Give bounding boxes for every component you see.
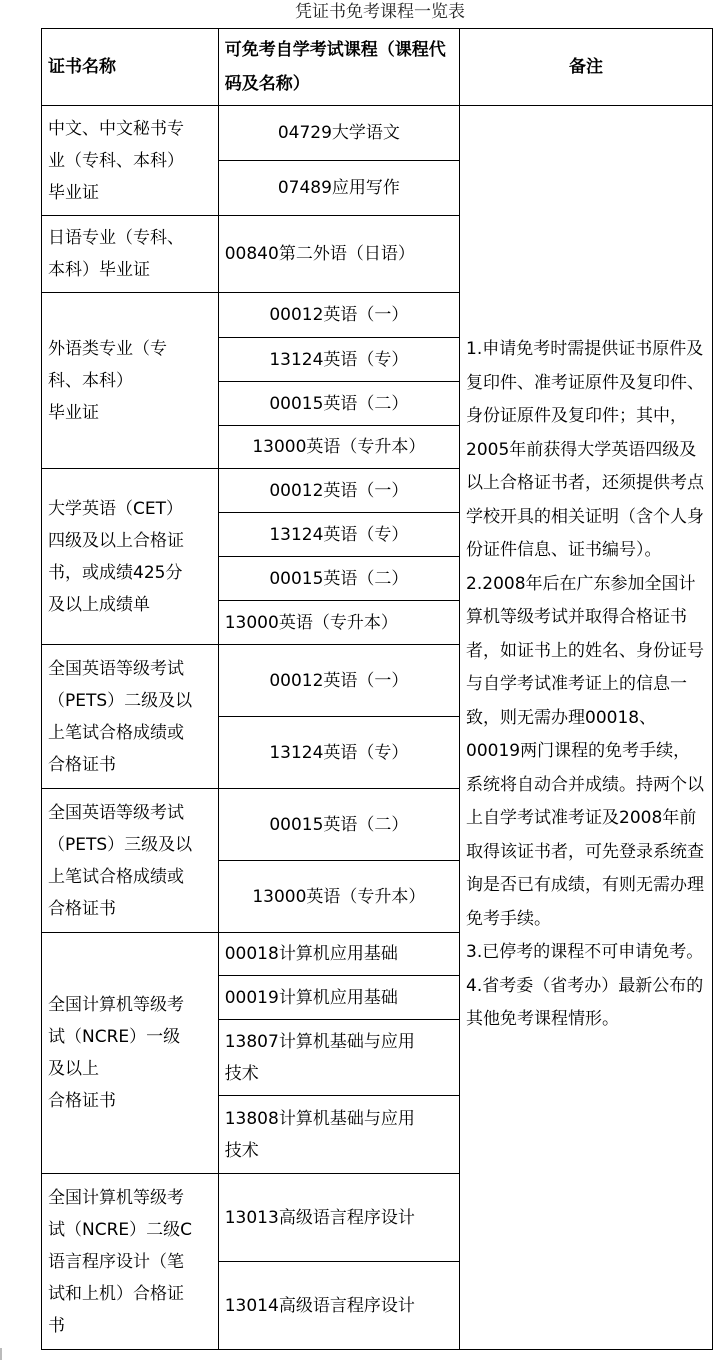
header-row bbox=[42, 29, 713, 106]
certificate-name: 全国计算机等级考 试（NCRE）一级 及以上 合格证书 bbox=[42, 933, 219, 1174]
document-title: 凭证书免考课程一览表 bbox=[295, 2, 465, 22]
exempt-course: 13000英语（专升本） bbox=[218, 426, 459, 469]
header-notes: 备注 bbox=[460, 29, 713, 106]
header-courses: 可免考自学考试课程（课程代码及名称） bbox=[218, 29, 459, 106]
note-item: 4.省考委（省考办）最新公布的其他免考课程情形。 bbox=[466, 975, 704, 1029]
certificate-name: 日语专业（专科、 本科）毕业证 bbox=[42, 216, 219, 293]
exemption-table bbox=[41, 28, 713, 1350]
exempt-course: 13000英语（专升本） bbox=[218, 601, 459, 645]
exempt-course: 00012英语（一） bbox=[218, 645, 459, 717]
edge-mark bbox=[0, 1348, 2, 1360]
note-item: 1.申请免考时需提供证书原件及复印件、准考证原件及复印件、身份证原件及复印件；其中，2005年前获得大学英语四级及以上合格证书者，还须提供考点学校开具的相关证明（含个人身份证件信息、证书编号）。 bbox=[466, 339, 705, 560]
notes-cell bbox=[460, 106, 713, 1350]
certificate-name: 外语类专业（专 科、本科） 毕业证 bbox=[42, 293, 219, 469]
exempt-course: 00019计算机应用基础 bbox=[218, 976, 459, 1020]
certificate-name: 全国计算机等级考 试（NCRE）二级C 语言程序设计（笔 试和上机）合格证 书 bbox=[42, 1174, 219, 1350]
note-item: 3.已停考的课程不可申请免考。 bbox=[466, 942, 704, 962]
exempt-course: 00012英语（一） bbox=[218, 293, 459, 338]
exempt-course: 00015英语（二） bbox=[218, 557, 459, 601]
exempt-course: 13013高级语言程序设计 bbox=[218, 1174, 459, 1262]
header-certificate: 证书名称 bbox=[42, 29, 219, 106]
exempt-course: 00012英语（一） bbox=[218, 469, 459, 513]
exempt-course: 00015英语（二） bbox=[218, 789, 459, 861]
exempt-course: 13807计算机基础与应用 技术 bbox=[218, 1020, 459, 1096]
exempt-course: 13000英语（专升本） bbox=[218, 861, 459, 933]
note-item: 2.2008年后在广东参加全国计算机等级考试并取得合格证书者，如证书上的姓名、身份证号与自学考试准考证上的信息一致，则无需办理00018、00019两门课程的免考手续，系统将自动合并成绩。持两个以上自学考试准考证及2008年前取得该证书者，可先登录系统查询是否已有成绩，有则无需办理免考手续。 bbox=[466, 573, 705, 929]
certificate-name: 中文、中文秘书专 业（专科、本科） 毕业证 bbox=[42, 106, 219, 216]
exempt-course: 13124英语（专） bbox=[218, 717, 459, 789]
exempt-course: 04729大学语文 bbox=[218, 106, 459, 161]
certificate-name: 全国英语等级考试 （PETS）二级及以 上笔试合格成绩或 合格证书 bbox=[42, 645, 219, 789]
exempt-course: 00018计算机应用基础 bbox=[218, 933, 459, 976]
certificate-name: 全国英语等级考试 （PETS）三级及以 上笔试合格成绩或 合格证书 bbox=[42, 789, 219, 933]
certificate-name: 大学英语（CET） 四级及以上合格证 书，或成绩425分 及以上成绩单 bbox=[42, 469, 219, 645]
exempt-course: 07489应用写作 bbox=[218, 161, 459, 216]
table-row bbox=[42, 106, 713, 161]
exempt-course: 13808计算机基础与应用 技术 bbox=[218, 1096, 459, 1174]
exempt-course: 00840第二外语（日语） bbox=[218, 216, 459, 293]
exempt-course: 13014高级语言程序设计 bbox=[218, 1262, 459, 1350]
exempt-course: 13124英语（专） bbox=[218, 513, 459, 557]
exempt-course: 13124英语（专） bbox=[218, 338, 459, 382]
exempt-course: 00015英语（二） bbox=[218, 382, 459, 426]
